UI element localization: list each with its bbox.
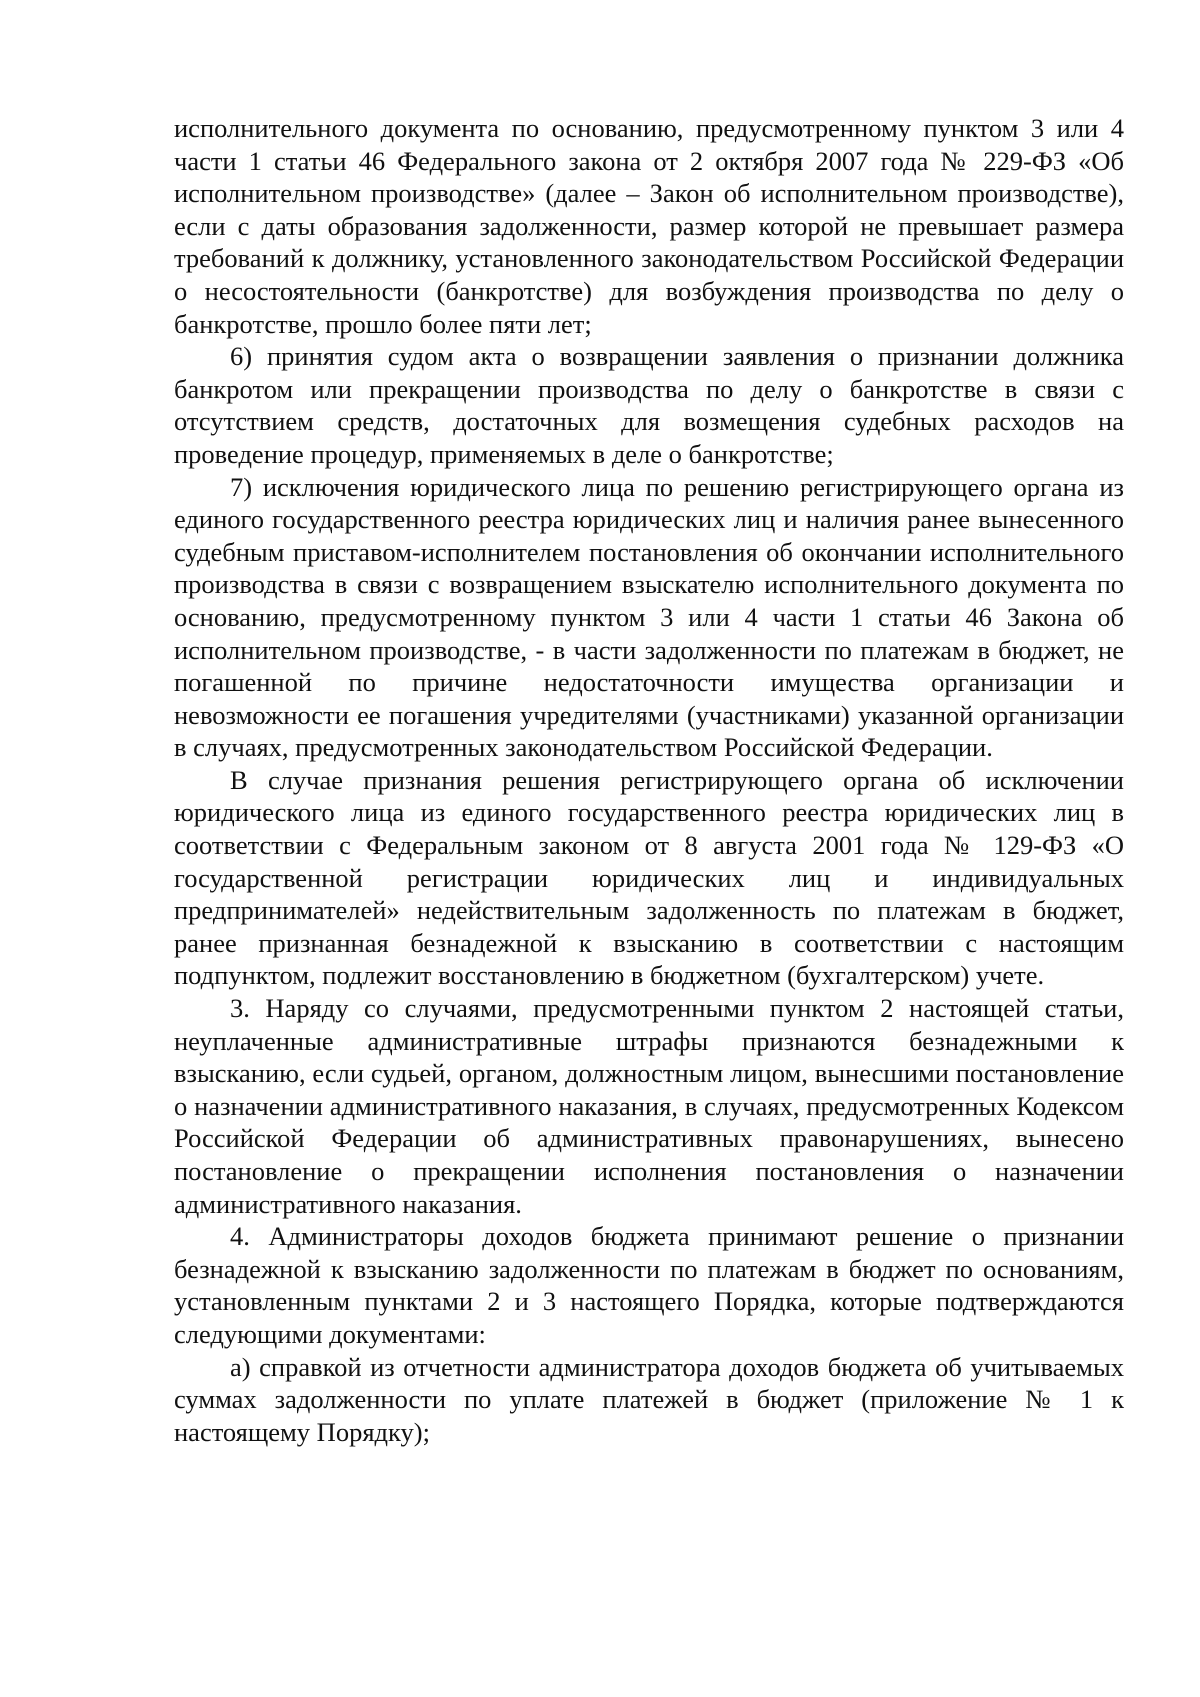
paragraph-section-3: 3. Наряду со случаями, предусмотренными пунктом 2 настоящей статьи, неуплаченные административные штрафы признаются безнадежными к взысканию, если судьей, органом, должностным лицом, вынесшими постановление о назначении административного наказания, в случаях, предусмотренных Кодексом Российской Федерации об административных правонарушениях, вынесено постановление о прекращении исполнения постановления о назначении административного наказания. bbox=[174, 993, 1124, 1219]
paragraph-item-6: 6) принятия судом акта о возвращении заявления о признании должника банкротом или прекращении производства по делу о банкротстве в связи с отсутствием средств, достаточных для возмещения судебных расходов на проведение процедур, применяемых в деле о банкротстве; bbox=[174, 341, 1124, 469]
paragraph-item-7: 7) исключения юридического лица по решению регистрирующего органа из единого государственного реестра юридических лиц и наличия ранее вынесенного судебным приставом-исполнителем постановления об окончании исполнительного производства в связи с возвращением взыскателю исполнительного документа по основанию, предусмотренному пунктом 3 или 4 части 1 статьи 46 Закона об исполнительном производстве, - в части задолженности по платежам в бюджет, не погашенной по причине недостаточности имущества организации и невозможности ее погашения учредителями (участниками) указанной организации в случаях, предусмотренных законодательством Российской Федерации. bbox=[174, 471, 1124, 763]
paragraph-restoration-note: В случае признания решения регистрирующего органа об исключении юридического лица из единого государственного реестра юридических лиц в соответствии с Федеральным законом от 8 августа 2001 года № 129-ФЗ «О государственной регистрации юридических лиц и индивидуальных предпринимателей» недействительным задолженность по платежам в бюджет, ранее признанная безнадежной к взысканию в соответствии с настоящим подпунктом, подлежит восстановлению в бюджетном (бухгалтерском) учете. bbox=[174, 764, 1124, 991]
document-page bbox=[174, 112, 1124, 1448]
paragraph-section-4: 4. Администраторы доходов бюджета принимают решение о признании безнадежной к взысканию задолженности по платежам в бюджет по основаниям, установленным пунктами 2 и 3 настоящего Порядка, которые подтверждаются следующими документами: bbox=[174, 1221, 1124, 1349]
paragraph-continuation-item-5: исполнительного документа по основанию, предусмотренному пунктом 3 или 4 части 1 статьи 46 Федерального закона от 2 октября 2007 года № 229-ФЗ «Об исполнительном производстве» (далее – Закон об исполнительном производстве), если с даты образования задолженности, размер которой не превышает размера требований к должнику, установленного законодательством Российской Федерации о несостоятельности (банкротстве) для возбуждения производства по делу о банкротстве, прошло более пяти лет; bbox=[174, 113, 1124, 339]
paragraph-subitem-a: а) справкой из отчетности администратора доходов бюджета об учитываемых суммах задолженности по уплате платежей в бюджет (приложение № 1 к настоящему Порядку); bbox=[174, 1351, 1124, 1447]
